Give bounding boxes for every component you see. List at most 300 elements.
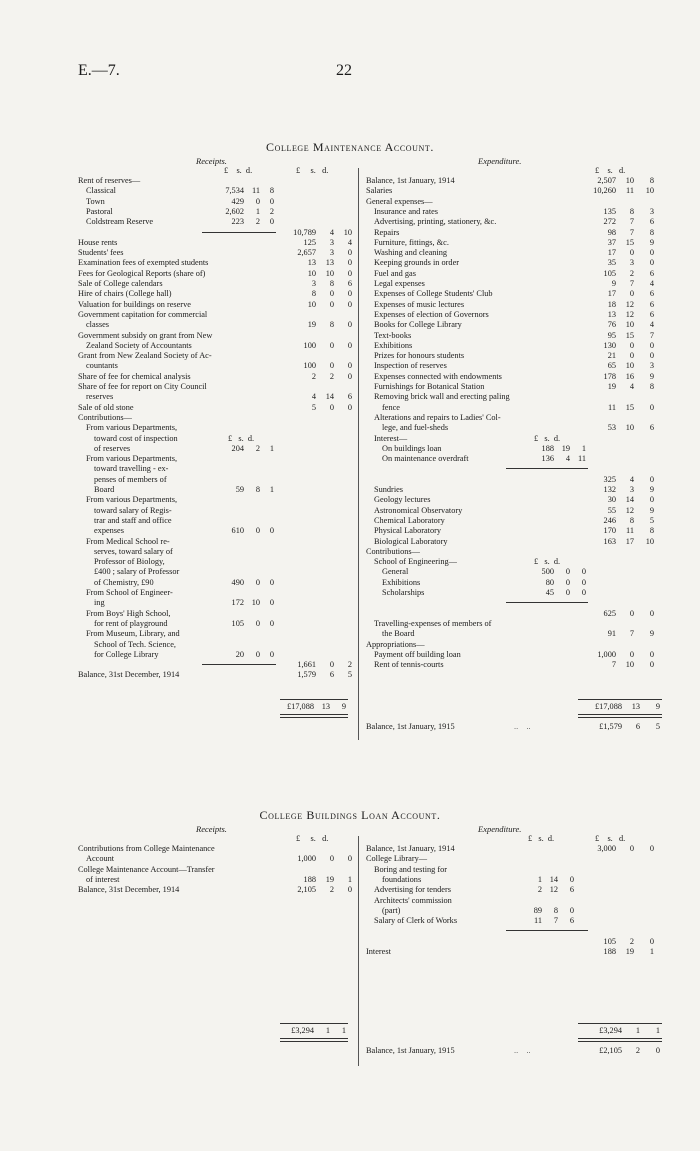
ledger-item-label: Boring and testing for bbox=[374, 864, 448, 874]
ledger-item-label: From Medical School re- bbox=[86, 536, 170, 546]
ledger-item-label: foundations bbox=[382, 874, 422, 884]
amount-pounds: 11 bbox=[534, 916, 542, 926]
amount-pence: 6 bbox=[347, 392, 352, 402]
ledger-item-label: Balance, 31st December, 1914 bbox=[78, 885, 180, 895]
ledger-item-label: the Board bbox=[382, 629, 415, 639]
amount-pounds: 2,602 bbox=[225, 206, 244, 216]
amount-pounds: 130 bbox=[603, 340, 616, 350]
ledger-row bbox=[78, 238, 354, 248]
loan-expenditure-total-rule bbox=[578, 1023, 662, 1024]
amount-pounds: 500 bbox=[541, 567, 554, 577]
ledger-item-label: Share of fee for chemical analysis bbox=[78, 371, 191, 381]
amount-pounds: 1,579 bbox=[297, 670, 316, 680]
ledger-item-label: Expenses of music lectures bbox=[374, 299, 465, 309]
subtotal-rule bbox=[506, 468, 588, 469]
ledger-item-label: From various Departments, bbox=[86, 495, 178, 505]
ledger-row bbox=[366, 454, 662, 464]
amount-pence: 0 bbox=[649, 608, 654, 618]
ledger-row bbox=[366, 341, 662, 351]
amount-pence: 2 bbox=[269, 206, 274, 216]
ledger-row bbox=[78, 660, 354, 670]
ledger-item-label: College Library— bbox=[366, 854, 428, 864]
loan-receipts-total-rule bbox=[280, 1023, 348, 1024]
amount-pence: 6 bbox=[569, 885, 574, 895]
amount-pounds: 20 bbox=[235, 649, 244, 659]
ledger-item-label: Legal expenses bbox=[374, 279, 425, 288]
amount-pounds: 204 bbox=[231, 443, 244, 453]
sub-column-head: £ s. d. bbox=[228, 433, 255, 443]
amount-shillings: 0 bbox=[255, 649, 260, 659]
ledger-row bbox=[78, 475, 354, 485]
amount-pounds: 9 bbox=[611, 279, 616, 288]
ledger-row bbox=[78, 526, 354, 536]
amount-pence: 0 bbox=[649, 649, 654, 659]
ledger-item-label: Appropriations— bbox=[366, 639, 425, 649]
ledger-item-label: From various Departments, bbox=[86, 423, 178, 433]
amount-pounds: 19 bbox=[607, 382, 616, 391]
ledger-row bbox=[78, 609, 354, 619]
amount-pence: 0 bbox=[649, 340, 654, 350]
ledger-item-label: lege, and fuel-sheds bbox=[382, 423, 449, 433]
ledger-row bbox=[366, 320, 662, 330]
amount-shillings: 10 bbox=[625, 320, 634, 330]
amount-pence: 0 bbox=[569, 874, 574, 884]
ledger-row bbox=[366, 331, 662, 341]
amount-shillings: 4 bbox=[329, 227, 334, 237]
ledger-row bbox=[366, 885, 662, 895]
amount-shillings: 3 bbox=[329, 237, 334, 247]
loan-receipts-total-double-rule bbox=[280, 1038, 348, 1042]
ledger-row bbox=[366, 588, 662, 598]
amount-shillings: 2 bbox=[329, 371, 334, 381]
ledger-item-label: Grant from New Zealand Society of Ac- bbox=[78, 351, 212, 361]
ledger-row bbox=[366, 382, 662, 392]
ledger-item-label: toward travelling - ex- bbox=[94, 464, 169, 474]
ledger-row bbox=[78, 557, 354, 567]
ledger-item-label: Government capitation for commercial bbox=[78, 309, 208, 319]
ledger-item-label: trar and staff and office bbox=[94, 515, 172, 525]
ledger-item-label: reserves bbox=[86, 392, 114, 402]
ledger-row bbox=[366, 547, 662, 557]
ledger-item-label: General bbox=[382, 567, 409, 577]
ledger-row bbox=[366, 485, 662, 495]
amount-shillings: 0 bbox=[629, 248, 634, 258]
amount-pounds: 223 bbox=[231, 217, 244, 227]
amount-pence: 8 bbox=[269, 186, 274, 196]
amount-pounds: 125 bbox=[303, 237, 316, 247]
ledger-row bbox=[366, 578, 662, 588]
amount-pence: 8 bbox=[649, 382, 654, 391]
ledger-row bbox=[78, 361, 354, 371]
amount-shillings: 0 bbox=[565, 588, 570, 597]
subtotal-rule bbox=[506, 602, 588, 603]
subtotal-rule bbox=[202, 232, 276, 233]
amount-shillings: 0 bbox=[329, 289, 334, 299]
amount-shillings: 0 bbox=[255, 618, 260, 628]
ledger-row bbox=[78, 372, 354, 382]
ledger-row bbox=[78, 300, 354, 310]
amount-shillings: 8 bbox=[329, 279, 334, 288]
amount-pounds: 610 bbox=[231, 526, 244, 536]
ledger-row bbox=[78, 670, 354, 680]
amount-pence: 6 bbox=[649, 299, 654, 309]
expenditure-total-rule bbox=[578, 699, 662, 700]
receipts-head-a: £ s. d. bbox=[224, 166, 253, 175]
ledger-item-label: Sundries bbox=[374, 485, 404, 494]
amount-pounds: 188 bbox=[303, 874, 316, 884]
ledger-row bbox=[78, 392, 354, 402]
ledger-item-label: Balance, 1st January, 1914 bbox=[366, 844, 455, 853]
ledger-item-label: Expenses of College Students' Club bbox=[374, 289, 493, 299]
ledger-row bbox=[366, 228, 662, 238]
amount-pounds: 105 bbox=[603, 936, 616, 946]
ledger-row bbox=[366, 906, 662, 916]
subtotal-rule bbox=[202, 664, 276, 665]
amount-pounds: 35 bbox=[607, 258, 616, 268]
amount-pence: 0 bbox=[347, 320, 352, 330]
ledger-item-label: Sale of old stone bbox=[78, 402, 134, 412]
amount-pounds: 1,000 bbox=[597, 649, 616, 659]
ledger-row bbox=[78, 382, 354, 392]
ledger-row bbox=[366, 434, 662, 444]
amount-shillings: 2 bbox=[629, 268, 634, 278]
amount-pounds: 55 bbox=[607, 505, 616, 515]
amount-pence: 0 bbox=[347, 885, 352, 895]
amount-shillings: 14 bbox=[325, 392, 334, 402]
amount-pence: 1 bbox=[269, 485, 274, 494]
ledger-row bbox=[366, 537, 662, 547]
ledger-row bbox=[366, 186, 662, 196]
ledger-item-label: for rent of playground bbox=[94, 618, 168, 628]
ledger-row bbox=[366, 300, 662, 310]
amount-pence: 9 bbox=[649, 485, 654, 494]
expenditure-total-double-rule bbox=[578, 714, 662, 718]
maintenance-expenditure-total: £17,088 13 9 bbox=[595, 702, 660, 711]
ledger-item-label: Balance, 1st January, 1914 bbox=[366, 176, 455, 185]
amount-shillings: 2 bbox=[255, 217, 260, 227]
amount-shillings: 0 bbox=[629, 649, 634, 659]
amount-shillings: 17 bbox=[625, 536, 634, 546]
amount-shillings: 19 bbox=[561, 443, 570, 453]
amount-shillings: 15 bbox=[625, 237, 634, 247]
sub-column-head: £ s. d. bbox=[534, 433, 561, 443]
ledger-row bbox=[366, 361, 662, 371]
amount-shillings: 0 bbox=[329, 854, 334, 864]
amount-pounds: 1,000 bbox=[297, 854, 316, 864]
ledger-row bbox=[366, 444, 662, 454]
ledger-item-label: Alterations and repairs to Ladies' Col- bbox=[374, 412, 501, 422]
amount-pence: 5 bbox=[649, 515, 654, 525]
ledger-row bbox=[78, 217, 354, 227]
expenditure-head-b: £ s. d. bbox=[595, 166, 626, 175]
loan-receipts-head: £ s. d. bbox=[296, 834, 329, 843]
maintenance-receipts-heading: Receipts. bbox=[196, 156, 227, 166]
ledger-item-label: expenses bbox=[94, 526, 124, 536]
amount-pounds: 429 bbox=[231, 196, 244, 206]
amount-shillings: 8 bbox=[629, 206, 634, 216]
amount-pounds: 2,105 bbox=[297, 885, 316, 895]
ledger-row bbox=[366, 516, 662, 526]
ledger-item-label: Zealand Society of Accountants bbox=[86, 340, 192, 350]
amount-shillings: 12 bbox=[625, 505, 634, 515]
amount-pence: 6 bbox=[649, 217, 654, 227]
ledger-row bbox=[78, 506, 354, 516]
amount-pence: 0 bbox=[649, 936, 654, 946]
ledger-row bbox=[78, 640, 354, 650]
amount-pence: 1 bbox=[581, 443, 586, 453]
ledger-item-label: Rent of reserves— bbox=[78, 176, 141, 185]
amount-pence: 4 bbox=[649, 279, 654, 288]
amount-pounds: 13 bbox=[307, 258, 316, 268]
amount-pounds: 1,661 bbox=[297, 660, 316, 670]
amount-shillings: 3 bbox=[629, 258, 634, 268]
loan-receipts-table bbox=[78, 844, 354, 964]
amount-pounds: 105 bbox=[603, 268, 616, 278]
amount-pence: 8 bbox=[649, 227, 654, 237]
amount-pence: 3 bbox=[649, 361, 654, 371]
ledger-item-label: Advertising, printing, stationery, &c. bbox=[374, 217, 497, 227]
amount-pence: 0 bbox=[649, 258, 654, 268]
ledger-item-label: of reserves bbox=[94, 443, 131, 453]
ledger-item-label: Hire of chairs (College hall) bbox=[78, 289, 172, 299]
amount-pence: 6 bbox=[649, 268, 654, 278]
amount-shillings: 0 bbox=[255, 526, 260, 536]
ledger-row bbox=[366, 629, 662, 639]
ledger-row bbox=[78, 351, 354, 361]
amount-shillings: 15 bbox=[625, 402, 634, 412]
amount-pence: 6 bbox=[649, 423, 654, 433]
ledger-item-label: Keeping grounds in order bbox=[374, 258, 460, 268]
ledger-item-label: Geology lectures bbox=[374, 495, 431, 505]
ledger-item-label: Fuel and gas bbox=[374, 268, 416, 278]
amount-pounds: 100 bbox=[303, 361, 316, 371]
amount-pence: 0 bbox=[649, 474, 654, 484]
amount-pounds: 100 bbox=[303, 340, 316, 350]
loan-expenditure-total: £3,294 1 1 bbox=[599, 1026, 660, 1035]
amount-pence: 6 bbox=[649, 309, 654, 319]
amount-pounds: 4 bbox=[311, 392, 316, 402]
ledger-item-label: House rents bbox=[78, 237, 118, 247]
amount-pounds: 65 bbox=[607, 361, 616, 371]
amount-pounds: 188 bbox=[603, 947, 616, 956]
ledger-row bbox=[78, 454, 354, 464]
ledger-item-label: for College Library bbox=[94, 649, 159, 659]
ledger-item-label: Furniture, fittings, &c. bbox=[374, 237, 449, 247]
amount-shillings: 10 bbox=[625, 176, 634, 185]
amount-pounds: 10 bbox=[307, 299, 316, 309]
amount-pounds: 89 bbox=[533, 905, 542, 915]
ledger-row bbox=[366, 269, 662, 279]
ledger-row bbox=[366, 217, 662, 227]
amount-pence: 0 bbox=[347, 371, 352, 381]
amount-shillings: 19 bbox=[625, 947, 634, 956]
amount-pence: 0 bbox=[347, 258, 352, 268]
amount-pence: 0 bbox=[347, 402, 352, 412]
amount-pounds: 3 bbox=[311, 279, 316, 288]
amount-pounds: 7 bbox=[611, 660, 616, 670]
ledger-row bbox=[78, 320, 354, 330]
ledger-item-label: General expenses— bbox=[366, 196, 433, 206]
ledger-row bbox=[366, 598, 662, 608]
amount-pence: 5 bbox=[347, 670, 352, 680]
ledger-row bbox=[78, 865, 354, 875]
ledger-row bbox=[366, 947, 662, 957]
amount-shillings: 7 bbox=[629, 629, 634, 639]
amount-shillings: 8 bbox=[255, 485, 260, 494]
loan-balance-note: Balance, 1st January, 1915 .. .. £2,105 2 0 bbox=[366, 1046, 660, 1055]
amount-shillings: 15 bbox=[625, 330, 634, 340]
amount-pence: 7 bbox=[649, 330, 654, 340]
maintenance-balance-note: Balance, 1st January, 1915 .. .. £1,579 6 5 bbox=[366, 722, 660, 731]
amount-shillings: 0 bbox=[329, 660, 334, 670]
ledger-row bbox=[78, 598, 354, 608]
ledger-row bbox=[78, 248, 354, 258]
ledger-row bbox=[366, 896, 662, 906]
amount-pounds: 10,260 bbox=[593, 186, 616, 196]
loan-expenditure-head-b: £ s. d. bbox=[595, 834, 626, 843]
ledger-item-label: (part) bbox=[382, 905, 401, 915]
ledger-item-label: Insurance and rates bbox=[374, 206, 439, 216]
maintenance-receipts-total: £17,088 13 9 bbox=[287, 702, 346, 711]
ledger-row bbox=[366, 372, 662, 382]
amount-shillings: 14 bbox=[549, 874, 558, 884]
amount-pence: 10 bbox=[645, 536, 654, 546]
amount-pounds: 13 bbox=[607, 309, 616, 319]
amount-pence: 0 bbox=[269, 598, 274, 608]
ledger-item-label: Classical bbox=[86, 186, 116, 196]
ledger-item-label: ing bbox=[94, 598, 105, 608]
ledger-row bbox=[78, 341, 354, 351]
amount-pence: 0 bbox=[649, 248, 654, 258]
ledger-item-label: From Boys' High School, bbox=[86, 608, 171, 618]
amount-pounds: 135 bbox=[603, 206, 616, 216]
ledger-row bbox=[366, 875, 662, 885]
ledger-item-label: Salaries bbox=[366, 186, 393, 196]
amount-shillings: 2 bbox=[255, 443, 260, 453]
amount-pounds: 18 bbox=[607, 299, 616, 309]
amount-shillings: 1 bbox=[255, 206, 260, 216]
ledger-item-label: From School of Engineer- bbox=[86, 588, 173, 597]
ledger-item-label: Payment off building loan bbox=[374, 649, 461, 659]
ledger-item-label: Board bbox=[94, 485, 115, 494]
loan-expenditure-head-a: £ s. d. bbox=[528, 834, 555, 843]
amount-pence: 0 bbox=[347, 854, 352, 864]
amount-shillings: 3 bbox=[329, 248, 334, 258]
ledger-row bbox=[78, 629, 354, 639]
ledger-item-label: Professor of Biology, bbox=[94, 557, 165, 567]
ledger-row bbox=[366, 413, 662, 423]
receipts-head-b: £ s. d. bbox=[296, 166, 329, 175]
ledger-row bbox=[366, 854, 662, 864]
amount-pounds: 625 bbox=[603, 608, 616, 618]
amount-shillings: 8 bbox=[553, 905, 558, 915]
ledger-row bbox=[366, 351, 662, 361]
amount-shillings: 4 bbox=[629, 474, 634, 484]
amount-pence: 1 bbox=[649, 947, 654, 956]
amount-pence: 0 bbox=[649, 402, 654, 412]
amount-shillings: 0 bbox=[629, 844, 634, 853]
ledger-row bbox=[366, 207, 662, 217]
ledger-item-label: From various Departments, bbox=[86, 454, 178, 464]
ledger-row bbox=[366, 197, 662, 207]
amount-pence: 1 bbox=[347, 874, 352, 884]
amount-pounds: 53 bbox=[607, 423, 616, 433]
ledger-item-label: toward cost of inspection bbox=[94, 433, 178, 443]
ledger-row bbox=[366, 392, 662, 402]
ledger-row bbox=[78, 464, 354, 474]
ledger-item-label: Account bbox=[86, 854, 115, 864]
ledger-row bbox=[366, 526, 662, 536]
amount-pence: 1 bbox=[269, 443, 274, 453]
ledger-row bbox=[78, 588, 354, 598]
ledger-item-label: Interest bbox=[366, 947, 391, 956]
amount-shillings: 10 bbox=[325, 268, 334, 278]
amount-pounds: 76 bbox=[607, 320, 616, 330]
ledger-row bbox=[366, 640, 662, 650]
amount-shillings: 7 bbox=[553, 916, 558, 926]
amount-pounds: 5 bbox=[311, 402, 316, 412]
ledger-row bbox=[366, 506, 662, 516]
loan-receipts-total: £3,294 1 1 bbox=[291, 1026, 346, 1035]
ledger-item-label: fence bbox=[382, 402, 400, 412]
ledger-row bbox=[366, 279, 662, 289]
ledger-item-label: of Chemistry, £90 bbox=[94, 577, 154, 587]
amount-pence: 6 bbox=[649, 289, 654, 299]
loan-expenditure-total-double-rule bbox=[578, 1038, 662, 1042]
amount-shillings: 0 bbox=[329, 402, 334, 412]
amount-shillings: 11 bbox=[252, 186, 260, 196]
ledger-row bbox=[366, 258, 662, 268]
ledger-row bbox=[366, 403, 662, 413]
ledger-item-label: Pastoral bbox=[86, 206, 113, 216]
ledger-item-label: Coldstream Reserve bbox=[86, 217, 154, 227]
account-divider bbox=[358, 168, 359, 740]
amount-pounds: 11 bbox=[608, 402, 616, 412]
maintenance-expenditure-table bbox=[366, 176, 662, 676]
amount-pounds: 272 bbox=[603, 217, 616, 227]
amount-pence: 0 bbox=[581, 567, 586, 577]
ledger-row bbox=[366, 650, 662, 660]
ledger-row bbox=[78, 885, 354, 895]
ledger-item-label: Town bbox=[86, 196, 105, 206]
amount-shillings: 0 bbox=[255, 196, 260, 206]
ledger-row bbox=[78, 289, 354, 299]
amount-pence: 0 bbox=[649, 351, 654, 361]
maintenance-receipts-table bbox=[78, 176, 354, 680]
ledger-item-label: Government subsidy on grant from New bbox=[78, 330, 213, 340]
ledger-row bbox=[78, 537, 354, 547]
amount-shillings: 19 bbox=[325, 874, 334, 884]
amount-pence: 0 bbox=[269, 577, 274, 587]
ledger-row bbox=[366, 916, 662, 926]
amount-pounds: 178 bbox=[603, 371, 616, 381]
ledger-item-label: Salary of Clerk of Works bbox=[374, 916, 458, 926]
amount-pence: 3 bbox=[649, 206, 654, 216]
maintenance-expenditure-heading: Expenditure. bbox=[478, 156, 522, 166]
ledger-row bbox=[78, 619, 354, 629]
ledger-row bbox=[366, 567, 662, 577]
amount-pence: 10 bbox=[645, 186, 654, 196]
amount-shillings: 14 bbox=[625, 495, 634, 505]
amount-shillings: 7 bbox=[629, 217, 634, 227]
ledger-row bbox=[366, 865, 662, 875]
ledger-item-label: Fees for Geological Reports (share of) bbox=[78, 268, 206, 278]
amount-shillings: 4 bbox=[629, 382, 634, 391]
ledger-item-label: Text-books bbox=[374, 330, 412, 340]
ledger-item-label: Repairs bbox=[374, 227, 400, 237]
ledger-row bbox=[366, 495, 662, 505]
amount-pounds: 2,657 bbox=[297, 248, 316, 258]
